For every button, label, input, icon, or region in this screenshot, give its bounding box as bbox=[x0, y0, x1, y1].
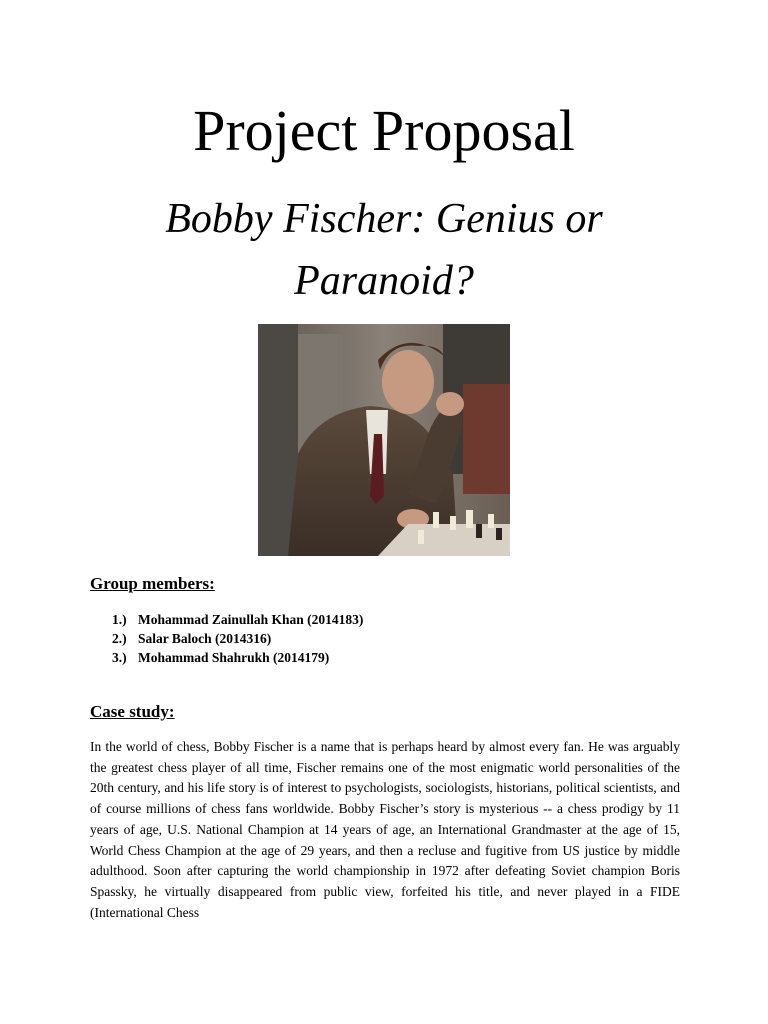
case-study-heading: Case study: bbox=[90, 702, 175, 721]
list-item bbox=[112, 610, 363, 629]
list-number: 2.) bbox=[112, 631, 127, 646]
document-title: Project Proposal bbox=[193, 98, 575, 163]
member-name: Mohammad Shahrukh (2014179) bbox=[138, 650, 330, 665]
group-members-heading: Group members: bbox=[90, 574, 215, 593]
list-item bbox=[112, 648, 363, 667]
chess-player-photo bbox=[258, 324, 510, 556]
document-subtitle: Bobby Fischer: Genius or Paranoid? bbox=[165, 196, 603, 304]
member-name: Mohammad Zainullah Khan (2014183) bbox=[138, 612, 364, 627]
case-study-paragraph: In the world of chess, Bobby Fischer is a name that is perhaps heard by almost every fan. He was arguably the greatest chess player of all time, Fischer remains one of the most enigmatic world personalities of the 20th century, and his life story is of interest to psychologists, sociologists, historians, political scientists, and of course millions of chess fans worldwide. Bobby Fischer’s story is mysterious -- a chess prodigy by 11 years of age, U.S. National Champion at 14 years of age, an International Grandmaster at the age of 15, World Chess Champion at the age of 29 years, and then a recluse and fugitive from US justice by middle adulthood. Soon after capturing the world championship in 1972 after defeating Soviet champion Boris Spassky, he virtually disappeared from public view, forfeited his title, and never played in a FIDE (International Chess bbox=[90, 739, 680, 920]
list-item bbox=[112, 629, 363, 648]
group-members-list bbox=[112, 610, 363, 667]
list-number: 1.) bbox=[112, 612, 127, 627]
member-name: Salar Baloch (2014316) bbox=[138, 631, 272, 646]
list-number: 3.) bbox=[112, 650, 127, 665]
